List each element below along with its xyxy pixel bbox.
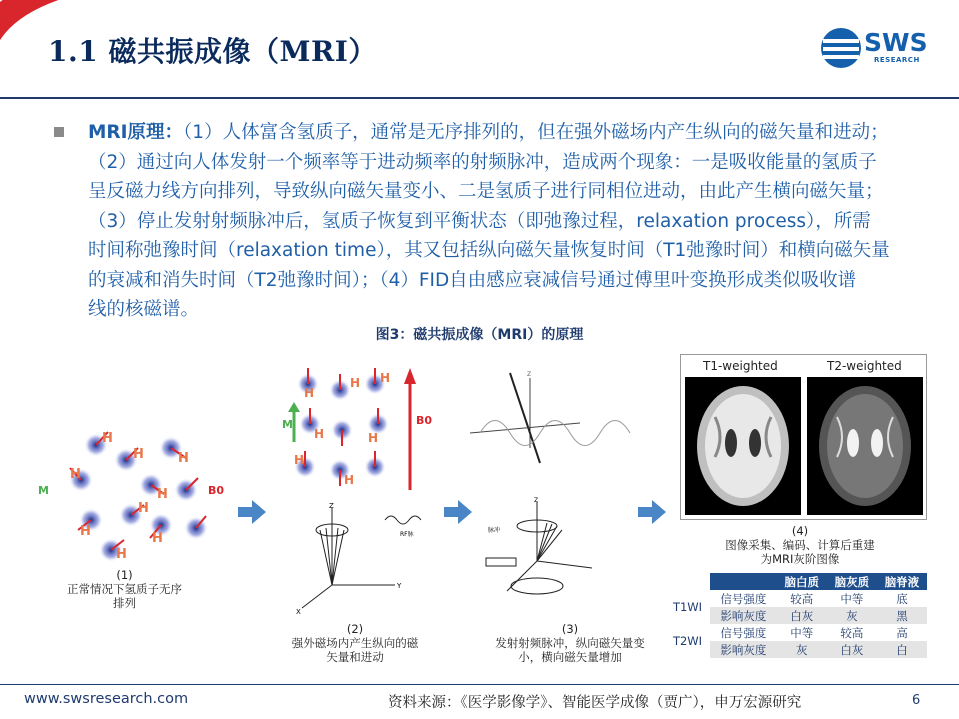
table-cell: 高 — [877, 624, 927, 641]
proton-label: H — [314, 427, 325, 441]
z-axis-label: Z — [329, 502, 334, 510]
proton-label: H — [102, 431, 113, 446]
body-line: 时间称弛豫时间（relaxation time），其又包括纵向磁矢量恢复时间（T1弛豫时间）和横向磁矢量 — [88, 240, 890, 261]
sws-logo-icon — [820, 26, 862, 70]
sws-logo — [820, 26, 940, 72]
group-label: T1WI — [665, 590, 710, 624]
panel2-caption — [290, 622, 420, 664]
row-label: 信号强度 — [710, 624, 777, 641]
step-arrow-icon — [238, 500, 266, 524]
m-label: M — [282, 418, 293, 431]
proton-label: H — [178, 451, 189, 466]
mri-image-frame — [680, 354, 927, 520]
mri-contrast-table — [665, 573, 927, 658]
body-line: 线的核磁谱。 — [88, 299, 200, 320]
logo-text: SWS — [864, 28, 928, 57]
proton-label: H — [70, 467, 81, 482]
panel3-caption-text: 发射射频脉冲，纵向磁矢量变小，横向磁矢量增加 — [495, 636, 645, 664]
proton-label: H — [116, 547, 127, 562]
body-line-text: （1）人体富含氢质子，通常是无序排列的，但在强外磁场内产生纵向的磁矢量和进动； — [183, 122, 889, 143]
proton-label: H — [80, 524, 91, 539]
step-arrow-icon — [638, 500, 666, 524]
panel1-caption — [62, 568, 187, 610]
footer-source: 资料来源：《医学影像学》、智能医学成像（贾广），申万宏源研究 — [388, 695, 802, 711]
body-label: MRI原理： — [88, 122, 184, 143]
z-axis-label: Z — [534, 497, 539, 504]
panel3-step: (3) — [561, 622, 579, 636]
row-label: 影响灰度 — [710, 607, 777, 624]
proton-label: H — [350, 376, 361, 390]
page-number: 6 — [912, 693, 921, 708]
step-arrow-icon — [444, 500, 472, 524]
proton-label: H — [368, 431, 379, 445]
proton-label: H — [304, 386, 315, 400]
panel3-caption — [495, 622, 645, 664]
body-line: （2）通过向人体发射一个频率等于进动频率的射频脉冲，造成两个现象：一是吸收能量的氢质子 — [88, 151, 877, 173]
panel1-step: (1) — [116, 568, 133, 582]
t2-label: T2-weighted — [827, 359, 902, 373]
proton-label: H — [152, 531, 163, 546]
table-cell: 较高 — [827, 624, 877, 641]
m-label: M — [38, 484, 49, 497]
panel2-aligned-protons — [280, 362, 440, 497]
panel1-caption-text: 正常情况下氢质子无序排列 — [67, 582, 182, 610]
proton-label: H — [294, 453, 305, 467]
row-label: 影响灰度 — [710, 641, 777, 658]
footer-divider — [0, 684, 959, 685]
panel4-step: (4) — [791, 524, 809, 538]
proton-label: H — [344, 473, 355, 487]
table-cell: 黑 — [877, 607, 927, 624]
table-row — [665, 590, 927, 607]
rf-label: RF脉 — [400, 531, 414, 538]
t1-label: T1-weighted — [703, 359, 778, 373]
panel2-caption-text: 强外磁场内产生纵向的磁矢量和进动 — [291, 636, 419, 664]
x-axis-label: X — [296, 608, 301, 616]
table-cell: 白 — [877, 641, 927, 658]
body-line — [58, 118, 918, 148]
table-row — [665, 624, 927, 641]
t1-brain-image — [685, 377, 801, 515]
row-label: 信号强度 — [710, 590, 777, 607]
t2-brain-image — [807, 377, 923, 515]
y-axis-label: Y — [397, 582, 402, 590]
proton-label: H — [133, 447, 144, 462]
slide-header — [0, 0, 959, 98]
logo-subtext: RESEARCH — [874, 56, 920, 64]
panel2-precession-diagram — [290, 500, 440, 620]
proton-label: H — [157, 487, 168, 502]
group-label: T2WI — [665, 624, 710, 658]
pulse-label: 脉冲 — [488, 527, 501, 534]
panel4-caption-text: 图像采集、编码、计算后重建为MRI灰阶图像 — [725, 538, 875, 566]
proton-label: H — [380, 371, 391, 385]
table-header-cell: 脑灰质 — [827, 573, 877, 590]
header-divider — [0, 97, 959, 99]
table-cell: 白灰 — [827, 641, 877, 658]
table-header-row — [665, 573, 927, 590]
table-cell: 底 — [877, 590, 927, 607]
table-header-cell: 脑脊液 — [877, 573, 927, 590]
body-line: 呈反磁力线方向排列，导致纵向磁矢量变小、二是氢质子进行同相位进动，由此产生横向磁矢量； — [88, 181, 884, 202]
footer-url-link[interactable]: www.swsresearch.com — [24, 691, 189, 707]
figure-caption: 图3：磁共振成像（MRI）的原理 — [375, 327, 584, 343]
b0-label: B0 — [208, 484, 225, 497]
z-axis-label: Z — [527, 371, 532, 378]
table-cell: 较高 — [777, 590, 827, 607]
table-cell: 白灰 — [777, 607, 827, 624]
page-title: 1.1 磁共振成像（MRI） — [48, 35, 377, 68]
body-paragraph — [58, 118, 918, 325]
panel3-rf-pulse-diagram — [470, 368, 640, 468]
body-line: （3）停止发射射频脉冲后，氢质子恢复到平衡状态（即弛豫过程，relaxation process），所需 — [88, 210, 871, 232]
proton-label: H — [138, 501, 149, 516]
panel2-step: (2) — [346, 622, 364, 636]
table-cell: 灰 — [827, 607, 877, 624]
body-line: 的衰减和消失时间（T2弛豫时间）；（4）FID自由感应衰减信号通过傅里叶变换形成类似吸收谱 — [88, 269, 857, 291]
table-header-cell: 脑白质 — [777, 573, 827, 590]
panel3-precession-cone — [482, 496, 602, 621]
table-cell: 灰 — [777, 641, 827, 658]
table-cell: 中等 — [777, 624, 827, 641]
panel4-caption — [725, 524, 875, 566]
b0-label: B0 — [416, 414, 433, 427]
table-cell: 中等 — [827, 590, 877, 607]
panel1-random-protons — [36, 420, 236, 570]
